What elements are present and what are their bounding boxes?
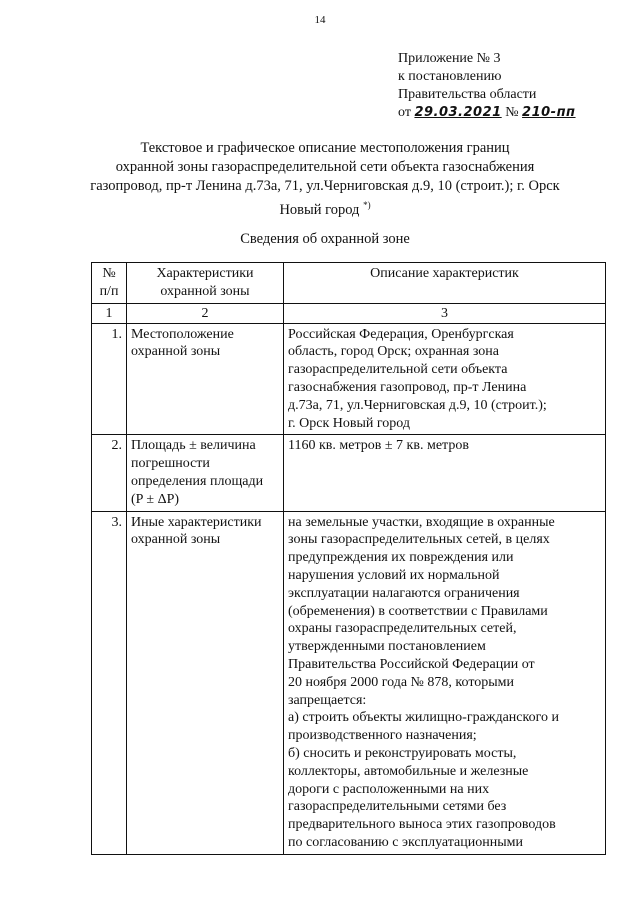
description-line: эксплуатации налагаются ограничения	[288, 585, 520, 601]
header-description: Описание характеристик	[284, 263, 606, 304]
header-number	[92, 263, 127, 304]
row-description	[284, 323, 606, 435]
row-characteristic	[127, 435, 284, 511]
description-line: газоснабжения газопровод, пр-т Ленина	[288, 379, 527, 395]
characteristic-line: охранной зоны	[131, 532, 221, 548]
section-subtitle: Сведения об охранной зоне	[240, 231, 410, 247]
title-line	[80, 196, 570, 220]
index-cell: 2	[127, 303, 284, 323]
description-line: коллекторы, автомобильные и железные	[288, 763, 529, 779]
row-description	[284, 511, 606, 854]
index-cell: 3	[284, 303, 606, 323]
characteristic-line: охранной зоны	[131, 344, 221, 360]
description-line: нарушения условий их нормальной	[288, 567, 500, 583]
description-line: 20 ноября 2000 года № 878, которыми	[288, 674, 515, 690]
zone-info-table	[91, 262, 606, 855]
page-number: 14	[314, 14, 326, 26]
appendix-block	[398, 50, 576, 122]
description-line: Российская Федерация, Оренбургская	[288, 326, 514, 342]
characteristic-line: погрешности	[131, 456, 210, 472]
description-line: охраны газораспределительных сетей,	[288, 621, 517, 637]
description-line: 1160 кв. метров ± 7 кв. метров	[288, 438, 469, 454]
header-characteristics-line: Характеристики	[156, 266, 254, 281]
description-line: б) сносить и реконструировать мосты,	[288, 745, 517, 761]
table-index-row	[92, 303, 606, 323]
row-characteristic	[127, 323, 284, 435]
description-line: на земельные участки, входящие в охранные	[288, 514, 555, 530]
appendix-reference: к постановлению	[398, 69, 502, 84]
header-number-line: п/п	[99, 283, 119, 299]
description-line: а) строить объекты жилищно-гражданского и	[288, 710, 559, 726]
handwritten-number: 210-пп	[522, 105, 576, 120]
header-characteristics	[127, 263, 284, 304]
header-characteristics-line: охранной зоны	[160, 283, 250, 299]
row-number: 1.	[92, 323, 127, 435]
document-title	[80, 139, 570, 220]
appendix-title: Приложение № 3	[398, 51, 501, 66]
description-line: г. Орск Новый город	[288, 415, 411, 431]
description-line: (обременения) в соответствии с Правилами	[288, 603, 548, 619]
table-row	[92, 511, 606, 854]
characteristic-line: определения площади	[131, 473, 264, 489]
table-header-row	[92, 263, 606, 304]
title-line-end: Новый город	[279, 201, 360, 218]
appendix-authority: Правительства области	[398, 87, 537, 102]
description-line: утвержденными постановлением	[288, 639, 486, 655]
description-line: предупреждения их повреждения или	[288, 550, 514, 566]
number-prefix: №	[505, 105, 519, 120]
description-line: газораспределительными сетями без	[288, 799, 507, 815]
description-line: д.73а, 71, ул.Черниговская д.9, 10 (строит.);	[288, 397, 547, 413]
description-line: дороги с расположенными на них	[288, 781, 490, 797]
row-characteristic	[127, 511, 284, 854]
table-row	[92, 435, 606, 511]
title-line: охранной зоны газораспределительной сети объекта газоснабжения	[115, 159, 535, 175]
title-line: Текстовое и графическое описание местоположения границ	[140, 140, 510, 156]
date-prefix: от	[398, 105, 411, 120]
characteristic-line: Иные характеристики	[131, 514, 262, 530]
table-row	[92, 323, 606, 435]
characteristic-line: (P ± ΔP)	[131, 491, 180, 507]
title-line: газопровод, пр-т Ленина д.73а, 71, ул.Черниговская д.9, 10 (строит.); г. Орск	[90, 178, 560, 194]
row-description	[284, 435, 606, 511]
index-cell: 1	[92, 303, 127, 323]
description-line: зоны газораспределительных сетей, в целях	[288, 532, 550, 548]
appendix-date-line	[398, 104, 576, 122]
row-number: 2.	[92, 435, 127, 511]
header-number-line: №	[102, 266, 116, 281]
characteristic-line: Площадь ± величина	[131, 438, 256, 454]
description-line: по согласованию с эксплуатационными	[288, 834, 523, 850]
characteristic-line: Местоположение	[131, 326, 234, 342]
description-line: газораспределительной сети объекта	[288, 362, 508, 378]
footnote-mark: *)	[363, 200, 371, 210]
row-number: 3.	[92, 511, 127, 854]
description-line: Правительства Российской Федерации от	[288, 656, 535, 672]
description-line: производственного назначения;	[288, 728, 477, 744]
description-line: запрещается:	[288, 692, 367, 708]
description-line: область, город Орск; охранная зона	[288, 344, 499, 360]
description-line: предварительного выноса этих газопроводов	[288, 817, 556, 833]
handwritten-date: 29.03.2021	[414, 105, 502, 120]
